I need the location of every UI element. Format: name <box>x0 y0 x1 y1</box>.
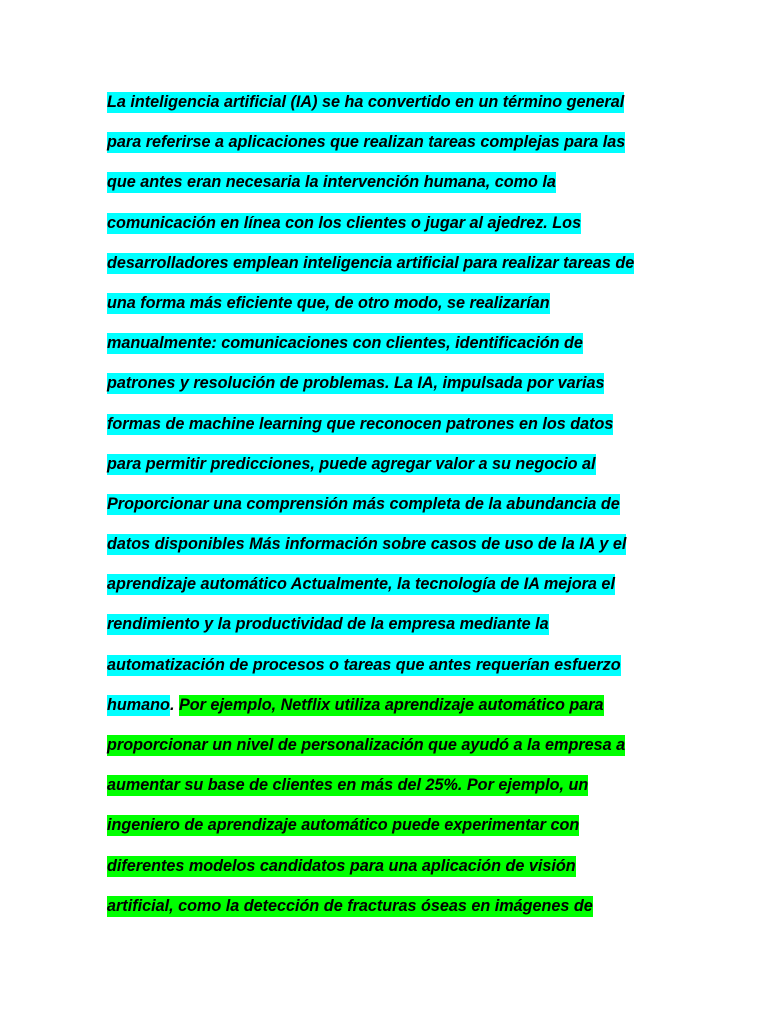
text-line <box>107 452 667 492</box>
text-line <box>107 572 667 612</box>
text-line <box>107 693 667 733</box>
highlighted-text-segment: aumentar su base de clientes en más del 25%. Por ejemplo, un <box>107 776 589 795</box>
highlighted-text-segment: que antes eran necesaria la intervención humana, como la <box>107 173 556 192</box>
text-line <box>107 371 667 411</box>
text-line <box>107 130 667 170</box>
highlighted-text-segment: para referirse a aplicaciones que realizan tareas complejas para las <box>107 133 626 152</box>
highlighted-paragraph <box>107 90 667 934</box>
text-line <box>107 211 667 251</box>
text-line <box>107 773 667 813</box>
text-line <box>107 251 667 291</box>
highlighted-text-segment: rendimiento y la productividad de la empresa mediante la <box>107 615 549 634</box>
highlighted-text-segment: patrones y resolución de problemas. La IA, impulsada por varias <box>107 374 605 393</box>
highlighted-text-segment: una forma más eficiente que, de otro modo, se realizarían <box>107 293 550 312</box>
highlighted-text-segment: automatización de procesos o tareas que antes requerían esfuerzo <box>107 655 621 674</box>
highlighted-text-segment: Proporcionar una comprensión más completa de la abundancia de <box>107 494 620 513</box>
text-line <box>107 90 667 130</box>
text-line <box>107 492 667 532</box>
highlighted-text-segment: La inteligencia artificial (IA) se ha convertido en un término general <box>107 93 625 111</box>
highlighted-text-segment: diferentes modelos candidatos para una aplicación de visión <box>107 856 576 875</box>
text-line <box>107 612 667 652</box>
text-line <box>107 532 667 572</box>
text-line <box>107 412 667 452</box>
highlighted-text-segment: aprendizaje automático Actualmente, la tecnología de IA mejora el <box>107 575 615 594</box>
highlighted-text-segment: comunicación en línea con los clientes o jugar al ajedrez. Los <box>107 213 582 232</box>
highlighted-text-segment: datos disponibles Más información sobre casos de uso de la IA y el <box>107 535 627 554</box>
highlighted-text-segment: para permitir predicciones, puede agregar valor a su negocio al <box>107 454 596 473</box>
highlighted-text-segment: formas de machine learning que reconocen patrones en los datos <box>107 414 614 433</box>
highlighted-text-segment: proporcionar un nivel de personalización que ayudó a la empresa a <box>107 736 626 754</box>
highlighted-text-segment: desarrolladores emplean inteligencia artificial para realizar tareas de <box>107 253 635 272</box>
text-line <box>107 854 667 894</box>
text-line <box>107 813 667 853</box>
text-line <box>107 894 667 934</box>
highlighted-text-segment: humano <box>107 695 170 714</box>
text-segment: . <box>169 695 179 714</box>
highlighted-text-segment: manualmente: comunicaciones con clientes, identificación de <box>107 334 583 353</box>
text-line <box>107 170 667 210</box>
highlighted-text-segment: ingeniero de aprendizaje automático puede experimentar con <box>107 816 580 835</box>
text-line <box>107 653 667 693</box>
text-line <box>107 733 667 773</box>
highlighted-text-segment: Por ejemplo, Netflix utiliza aprendizaje automático para <box>178 695 604 714</box>
text-line <box>107 291 667 331</box>
highlighted-text-segment: artificial, como la detección de fracturas óseas en imágenes de <box>107 896 593 915</box>
text-line <box>107 331 667 371</box>
